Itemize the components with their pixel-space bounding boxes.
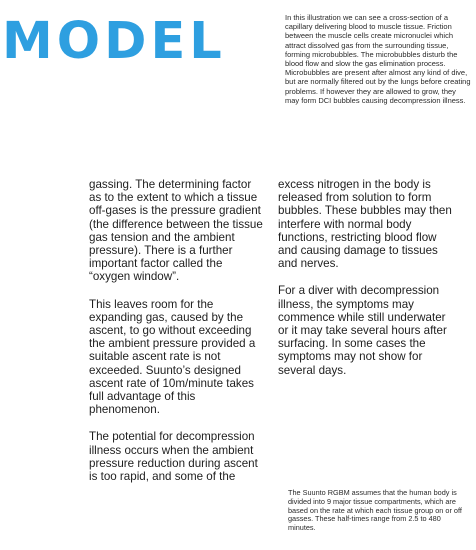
body-paragraph: For a diver with decompression illness, the symptoms may commence while still underwater or it may take several hours after surfacing. In some cases the symptoms may not show for several days. [278,284,447,377]
illustration-caption: In this illustration we can see a cross-section of a capillary delivering blood to muscle tissue. Friction between the muscle cells create micronuclei which attract dissolved gas from the surrounding tissue, forming microbubbles. The microbubbles disturb the blood flow and slow the gas elimination process. Microbubbles are present after almost any kind of dive, but are normally filtered out by the lungs before creating problems. If however they are allowed to grow, they may form DCI bubbles causing decompression illness. [285,13,471,105]
body-column-right [278,178,456,391]
body-paragraph: gassing. The determining factor as to the extent to which a tissue off-gases is the pressure gradient (the difference between the tissue gas tension and the ambient pressure). There is a further important factor called the “oxygen window”. [89,178,263,284]
body-paragraph: excess nitrogen in the body is released from solution to form bubbles. These bubbles may then interfere with normal body functions, restricting blood flow and causing damage to tissues and nerves. [278,178,452,271]
page-title: MODEL [2,12,226,71]
body-paragraph: The potential for decompression illness occurs when the ambient pressure reduction during ascent is too rapid, and some of the [89,430,258,484]
body-column-left [89,178,265,497]
sidebar-footnote: The Suunto RGBM assumes that the human body is divided into 9 major tissue compartments, which are based on the rate at which each tissue group on or off gasses. These half-times range from 2.5 to 480 minutes. [288,488,462,533]
body-paragraph: This leaves room for the expanding gas, caused by the ascent, to go without exceeding the ambient pressure provided a suitable ascent rate is not exceeded. Suunto’s designed ascent rate of 10m/minute takes full advantage of this phenomenon. [89,297,256,417]
